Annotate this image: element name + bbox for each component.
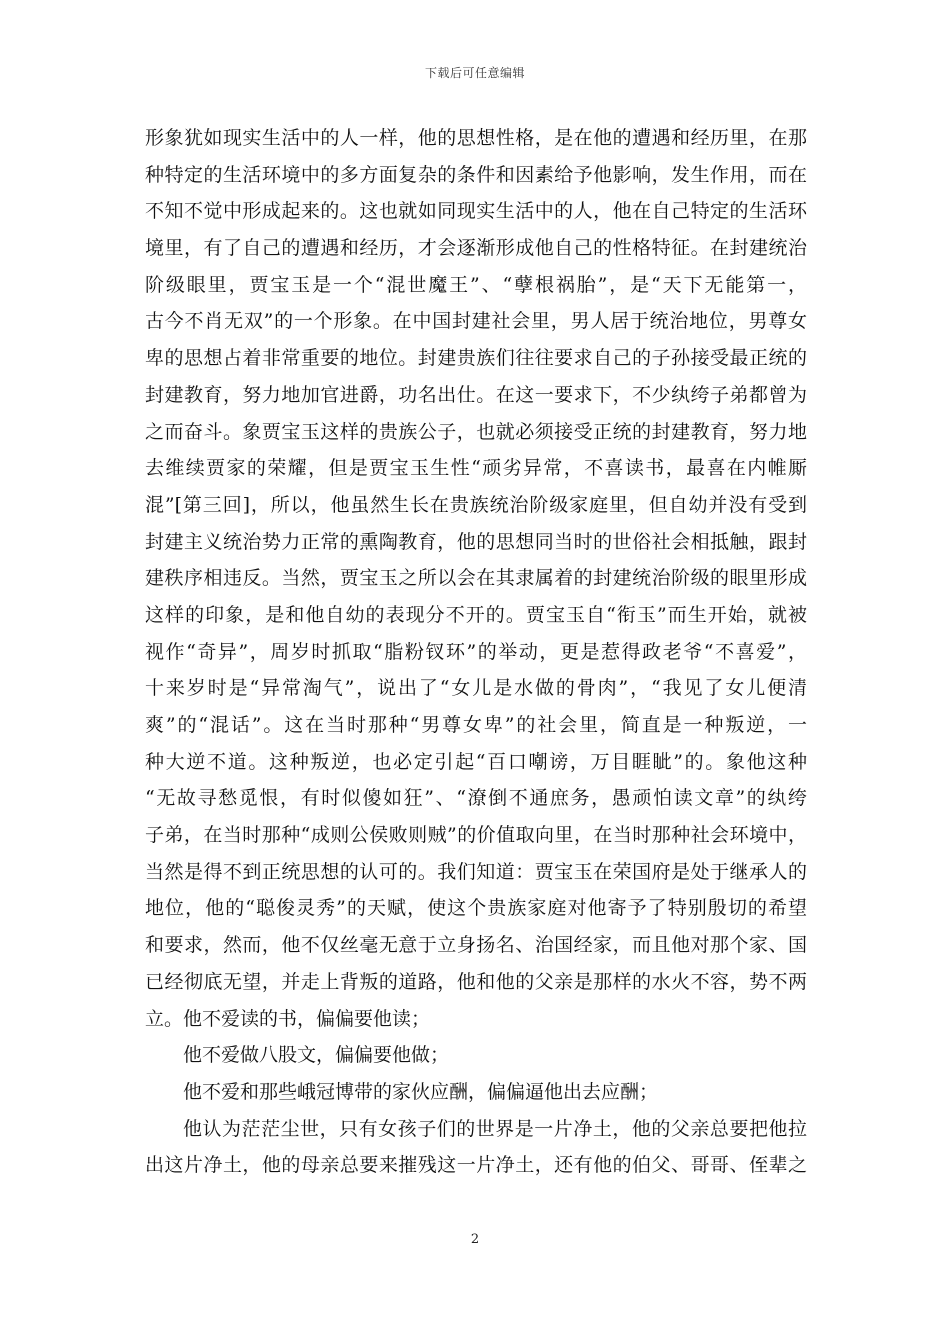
paragraph-line: 封建主义统治势力正常的熏陶教育，他的思想同当时的世俗社会相抵触，跟封: [145, 530, 807, 553]
paragraph-line: 他不爱做八股文，偏偏要他做；: [183, 1044, 450, 1067]
paragraph-line: 古今不肖无双”的一个形象。在中国封建社会里，男人居于统治地位，男尊女: [145, 310, 807, 333]
paragraph-line: 已经彻底无望，并走上背叛的道路，他和他的父亲是那样的水火不容，势不两: [145, 970, 807, 993]
paragraph-line: 子弟，在当时那种“成则公侯败则贼”的价值取向里，在当时那种社会环境中，: [145, 824, 807, 847]
paragraph-line: 境里，有了自己的遭遇和经历，才会逐渐形成他自己的性格特征。在封建统治: [145, 237, 807, 260]
paragraph-line: 十来岁时是“异常淘气”，说出了“女儿是水做的骨肉”，“我见了女儿便清: [145, 677, 807, 700]
paragraph-line: 爽”的“混话”。这在当时那种“男尊女卑”的社会里，简直是一种叛逆，一: [145, 714, 807, 736]
paragraph-line: 地位，他的“聪俊灵秀”的天赋，使这个贵族家庭对他寄予了特别殷切的希望: [145, 897, 807, 920]
paragraph-line: 形象犹如现实生活中的人一样，他的思想性格，是在他的遭遇和经历里，在那: [145, 127, 807, 149]
paragraph-line: 这样的印象，是和他自幼的表现分不开的。贾宝玉自“衔玉”而生开始，就被: [145, 603, 807, 626]
paragraph-line: 视作“奇异”，周岁时抓取“脂粉钗环”的举动，更是惹得政老爷“不喜爱”，: [145, 640, 807, 663]
paragraph-line: 立。他不爱读的书，偏偏要他读；: [145, 1007, 431, 1030]
paragraph-line: 和要求，然而，他不仅丝毫无意于立身扬名、治国经家，而且他对那个家、国: [145, 934, 807, 957]
paragraph-line: 他认为茫茫尘世，只有女孩子们的世界是一片净土，他的父亲总要把他拉: [183, 1117, 807, 1140]
paragraph-line: 他不爱和那些峨冠博带的家伙应酬，偏偏逼他出去应酬；: [183, 1080, 659, 1103]
paragraph-line: 不知不觉中形成起来的。这也就如同现实生活中的人，他在自己特定的生活环: [145, 200, 807, 223]
paragraph-line: 封建教育，努力地加官进爵，功名出仕。在这一要求下，不少纨绔子弟都曾为: [145, 383, 807, 406]
page-header: 下载后可任意编辑: [424, 66, 525, 80]
paragraph-line: 混”[第三回]，所以，他虽然生长在贵族统治阶级家庭里，但自幼并没有受到: [145, 493, 807, 516]
paragraph-line: 建秩序相违反。当然，贾宝玉之所以会在其隶属着的封建统治阶级的眼里形成: [145, 567, 807, 590]
page-number: 2: [470, 1232, 480, 1247]
document-body: [145, 120, 807, 1184]
paragraph-line: 种特定的生活环境中的多方面复杂的条件和因素给予他影响，发生作用，而在: [145, 163, 807, 186]
paragraph-line: “无故寻愁觅恨，有时似傻如狂”、“潦倒不通庶务，愚顽怕读文章”的纨绔: [145, 787, 807, 810]
paragraph-line: 阶级眼里，贾宝玉是一个“混世魔王”、“孽根祸胎”，是“天下无能第一，: [145, 273, 807, 296]
paragraph-line: 种大逆不道。这种叛逆，也必定引起“百口嘲谤，万目睚眦”的。象他这种: [145, 750, 807, 773]
paragraph-line: 卑的思想占着非常重要的地位。封建贵族们往往要求自己的子孙接受最正统的: [145, 347, 807, 370]
paragraph-line: 去维续贾家的荣耀，但是贾宝玉生性“顽劣异常，不喜读书，最喜在内帷厮: [145, 457, 807, 480]
paragraph-line: 当然是得不到正统思想的认可的。我们知道：贾宝玉在荣国府是处于继承人的: [145, 860, 807, 883]
paragraph-line: 之而奋斗。象贾宝玉这样的贵族公子，也就必须接受正统的封建教育，努力地: [145, 420, 807, 443]
paragraph-line: 出这片净土，他的母亲总要来摧残这一片净土，还有他的伯父、哥哥、侄辈之: [145, 1154, 807, 1177]
